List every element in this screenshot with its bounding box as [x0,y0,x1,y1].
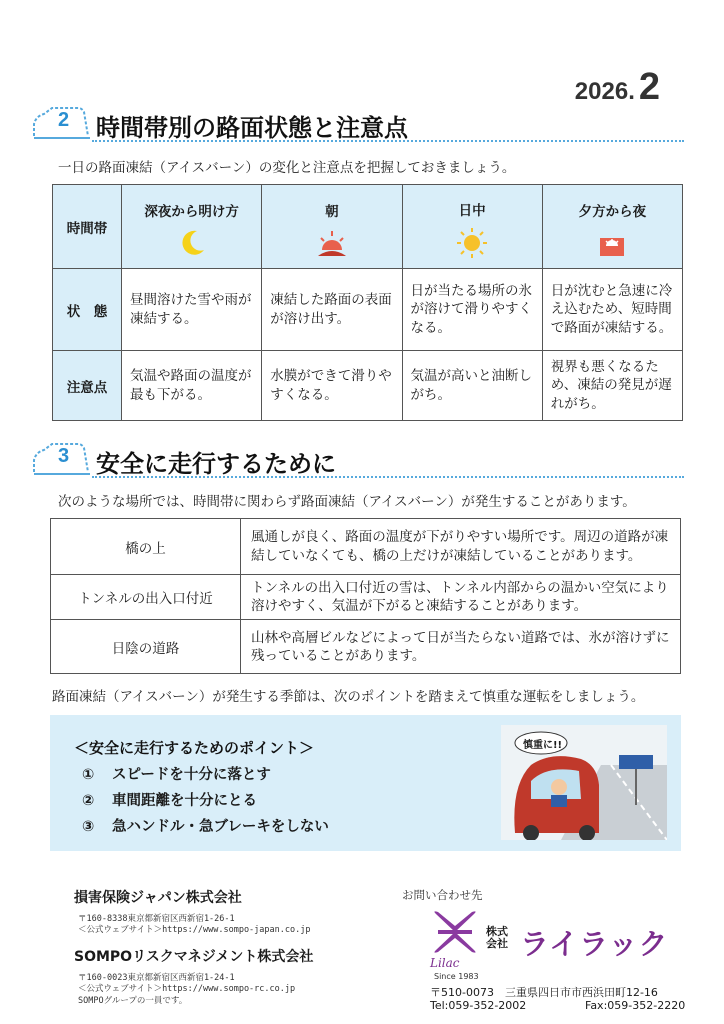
company-website: ＜公式ウェブサイト＞https://www.sompo-japan.co.jp [78,925,311,936]
column-label: 深夜から明け方 [144,203,239,220]
safety-points-box [50,715,681,851]
sun-icon [456,227,488,259]
speech-bubble: 慎重に!! [523,740,563,751]
list-item: ③ 急ハンドル・急ブレーキをしない [82,819,329,835]
contact-address: 〒510-0073 三重県四日市市西浜田町12-16 [430,986,658,999]
place-description: 山林や高層ビルなどによって日が当たらない道路では、氷が溶けずに残っていることがあります。 [241,620,681,674]
place-name: トンネルの出入口付近 [51,575,241,620]
table-row-caution [53,351,683,421]
logo-text: Lilac [430,956,460,970]
section-3-closing: 路面凍結（アイスバーン）が発生する季節は、次のポイントを踏まえて慎重な運転をしましょう。 [52,689,645,705]
table-row [51,519,681,575]
issue-month: 2 [638,66,660,108]
company-sompo-japan [74,887,310,937]
brand-name: ライラック [520,927,669,961]
company-address: 〒160-8338東京都新宿区西新宿1-26-1 [78,914,235,924]
issue-year: 2026. [574,78,635,105]
points-heading: ＜安全に走行するためのポイント＞ [74,739,315,757]
sunrise-icon [316,228,348,258]
column-label: 日中 [458,202,486,219]
column-label: 朝 [325,203,339,220]
contact-card [424,902,692,1016]
column-label: 夕方から夜 [578,203,647,220]
group-note: SOMPOグループの一員です。 [78,995,188,1006]
lilac-logo-icon [430,908,480,956]
moon-icon [177,228,207,258]
section-3-rule [92,476,684,478]
fax-number: Fax:059-352-2220 [585,999,686,1012]
section-3-lead: 次のような場所では、時間帯に関わらず路面凍結（アイスバーン）が発生することがあります。 [58,494,636,510]
table-cell: 気温が高いと油断しがち。 [402,351,542,421]
points-list [82,763,329,841]
column-header-late-night [122,185,262,269]
table-corner-header: 時間帯 [53,185,122,269]
company-name: 損害保険ジャパン株式会社 [74,890,242,906]
contact-block [402,887,692,1012]
table-cell: 昼間溶けた雪や雨が凍結する。 [122,269,262,351]
place-name: 日陰の道路 [51,620,241,674]
table-row [51,575,681,620]
section-3-number: 3 [58,445,70,467]
table-cell: 日が当たる場所の氷が溶けて滑りやすくなる。 [402,269,542,351]
section-2-number: 2 [58,109,70,131]
section-2-header [32,104,684,144]
row-header: 状 態 [53,269,122,351]
table-cell: 日が沈むと急速に冷え込むため、短時間で路面が凍結する。 [542,269,682,351]
column-header-evening [542,185,682,269]
column-header-daytime [402,185,542,269]
company-name: SOMPOリスクマネジメント株式会社 [74,949,314,965]
company-address: 〒160-0023東京都新宿区西新宿1-24-1 [78,973,235,983]
table-cell: 気温や路面の温度が最も下がる。 [122,351,262,421]
icy-places-table [50,518,681,674]
row-header: 注意点 [53,351,122,421]
time-of-day-table [52,184,683,421]
place-description: 風通しが良く、路面の温度が下がりやすい場所です。周辺の道路が凍結していなくても、橋の上だけが凍結していることがあります。 [241,519,681,575]
place-description: トンネルの出入口付近の雪は、トンネル内部からの温かい空気により溶けやすく、気温が下がると凍結することがあります。 [241,575,681,620]
company-sompo-risk [74,946,313,1007]
contact-label: お問い合わせ先 [402,888,483,902]
section-2-lead: 一日の路面凍結（アイスバーン）の変化と注意点を把握しておきましょう。 [58,160,516,176]
list-item: ① スピードを十分に落とす [82,767,271,783]
company-website: ＜公式ウェブサイト＞https://www.sompo-rc.co.jp [78,984,296,995]
column-header-morning [262,185,402,269]
table-cell: 水膜ができて滑りやすくなる。 [262,351,402,421]
tel-number: Tel:059-352-2002 [430,999,527,1012]
sunset-icon [596,228,628,258]
list-item: ② 車間距離を十分にとる [82,793,257,809]
table-row-state [53,269,683,351]
section-2-title: 時間帯別の路面状態と注意点 [96,114,408,142]
issue-date [575,66,660,109]
since-year: Since 1983 [434,972,479,981]
section-2-rule [92,140,684,142]
company-type: 株式会社 [486,925,508,951]
table-row [51,620,681,674]
section-3-title: 安全に走行するために [96,450,336,478]
table-cell: 視界も悪くなるため、凍結の発見が遅れがち。 [542,351,682,421]
table-cell: 凍結した路面の表面が溶け出す。 [262,269,402,351]
contact-phone-row [430,999,692,1012]
section-3-header [32,440,684,480]
place-name: 橋の上 [51,519,241,575]
driver-illustration [501,725,667,840]
